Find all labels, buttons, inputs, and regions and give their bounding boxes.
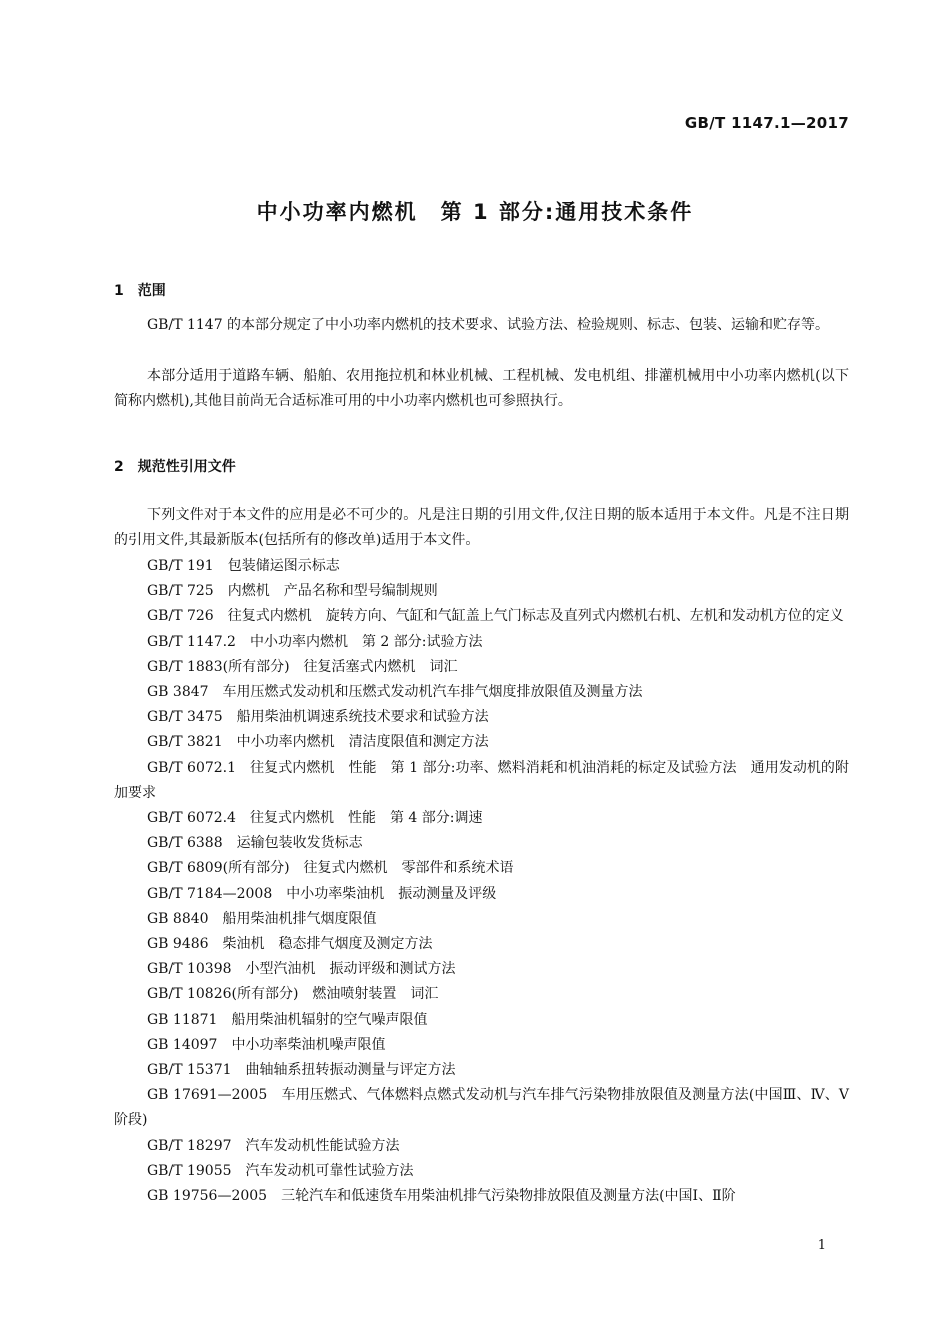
reference-item: GB/T 10826(所有部分) 燃油喷射装置 词汇: [147, 986, 439, 1003]
reference-item: GB/T 15371 曲轴轴系扭转振动测量与评定方法: [147, 1062, 456, 1079]
section-heading-scope: 1 范围: [114, 283, 166, 299]
reference-item: GB/T 6072.1 往复式内燃机 性能 第 1 部分:功率、燃料消耗和机油消耗的标定及试验方法 通用发动机的附加要求: [114, 759, 849, 801]
reference-item: GB/T 6388 运输包装收发货标志: [147, 835, 363, 852]
document-title: 中小功率内燃机 第 1 部分:通用技术条件: [256, 200, 694, 224]
reference-item: GB/T 725 内燃机 产品名称和型号编制规则: [147, 583, 438, 600]
reference-item: GB/T 1883(所有部分) 往复活塞式内燃机 词汇: [147, 658, 458, 675]
reference-item: GB/T 7184—2008 中小功率柴油机 振动测量及评级: [147, 885, 497, 902]
page-number: 1: [817, 1238, 826, 1253]
reference-item: GB/T 10398 小型汽油机 振动评级和测试方法: [147, 961, 456, 978]
reference-item: GB 14097 中小功率柴油机噪声限值: [147, 1036, 386, 1053]
reference-item: GB 9486 柴油机 稳态排气烟度及测定方法: [147, 936, 433, 953]
reference-item: GB 3847 车用压燃式发动机和压燃式发动机汽车排气烟度排放限值及测量方法: [147, 684, 643, 701]
reference-item: GB/T 1147.2 中小功率内燃机 第 2 部分:试验方法: [147, 633, 483, 650]
reference-item: GB/T 18297 汽车发动机性能试验方法: [147, 1137, 400, 1154]
scope-paragraph-1: GB/T 1147 的本部分规定了中小功率内燃机的技术要求、试验方法、检验规则、标志、包装、运输和贮存等。: [147, 317, 830, 333]
reference-item: GB/T 19055 汽车发动机可靠性试验方法: [147, 1162, 414, 1179]
reference-item: GB 8840 船用柴油机排气烟度限值: [147, 910, 377, 927]
reference-item: GB/T 726 往复式内燃机 旋转方向、气缸和气缸盖上气门标志及直列式内燃机右机、左机和发动机方位的定义: [147, 608, 844, 625]
reference-item: GB/T 3475 船用柴油机调速系统技术要求和试验方法: [147, 709, 489, 726]
reference-list: [114, 554, 849, 1209]
reference-item: GB/T 6809(所有部分) 往复式内燃机 零部件和系统术语: [147, 860, 514, 877]
reference-item: GB/T 6072.4 往复式内燃机 性能 第 4 部分:调速: [147, 810, 483, 827]
reference-item: GB 19756—2005 三轮汽车和低速货车用柴油机排气污染物排放限值及测量方法(中国Ⅰ、Ⅱ阶: [147, 1188, 736, 1205]
references-intro-paragraph: 下列文件对于本文件的应用是必不可少的。凡是注日期的引用文件,仅注日期的版本适用于本文件。凡是不注日期的引用文件,其最新版本(包括所有的修改单)适用于本文件。: [114, 507, 849, 548]
reference-item: GB/T 191 包装储运图示标志: [147, 558, 340, 574]
standard-number: GB/T 1147.1—2017: [684, 114, 849, 132]
reference-item: GB 11871 船用柴油机辐射的空气噪声限值: [147, 1011, 428, 1028]
reference-item: GB 17691—2005 车用压燃式、气体燃料点燃式发动机与汽车排气污染物排放限值及测量方法(中国Ⅲ、Ⅳ、Ⅴ阶段): [114, 1087, 849, 1129]
reference-item: GB/T 3821 中小功率内燃机 清洁度限值和测定方法: [147, 734, 489, 751]
scope-paragraph-2: 本部分适用于道路车辆、船舶、农用拖拉机和林业机械、工程机械、发电机组、排灌机械用中小功率内燃机(以下简称内燃机),其他目前尚无合适标准可用的中小功率内燃机也可参照执行。: [114, 368, 849, 409]
section-heading-normative-references: 2 规范性引用文件: [114, 459, 236, 475]
